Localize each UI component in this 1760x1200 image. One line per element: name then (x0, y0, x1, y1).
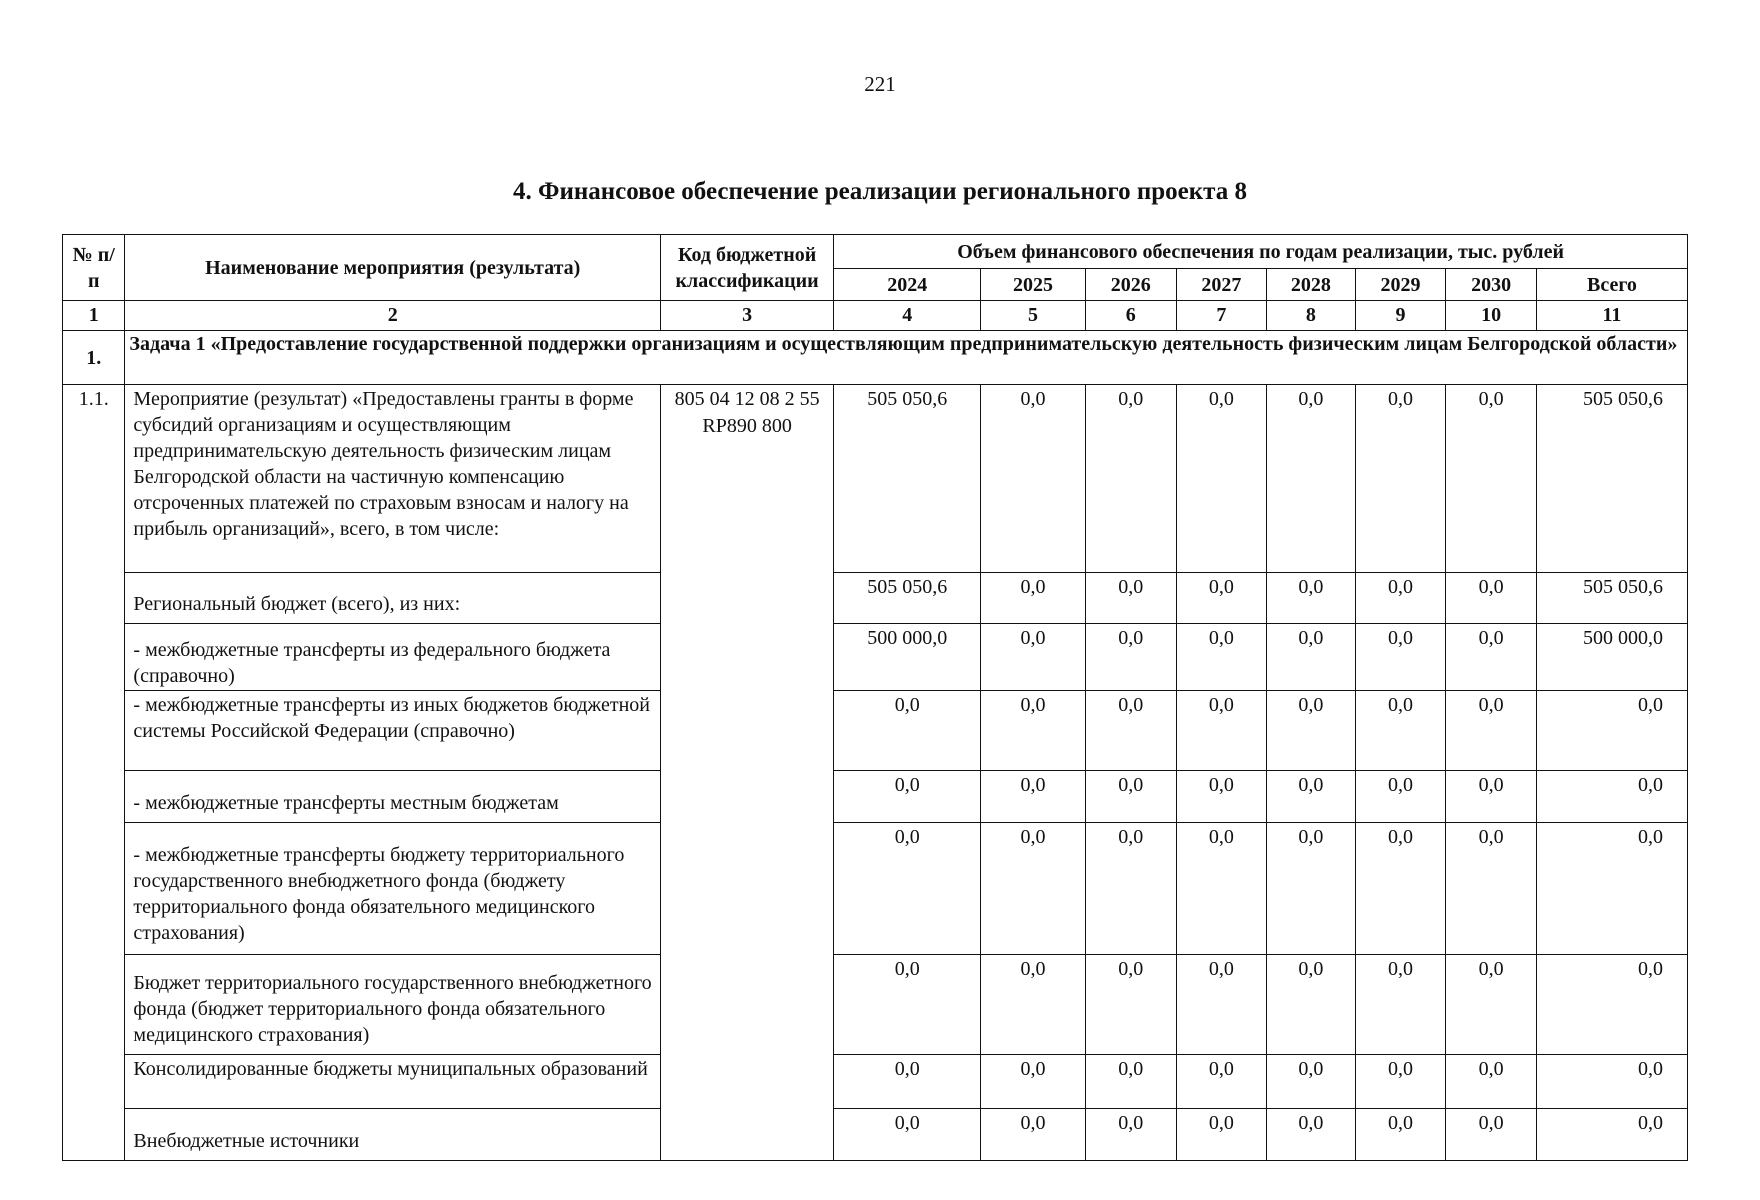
value-cell: 0,0 (1085, 1109, 1176, 1161)
header-year: 2024 (834, 269, 981, 301)
value-cell: 0,0 (834, 955, 981, 1055)
header-year: 2030 (1446, 269, 1537, 301)
task-number: 1. (63, 331, 125, 385)
row-name: - межбюджетные трансферты из федерального бюджета (справочно) (125, 624, 661, 691)
table-row (63, 1055, 1688, 1109)
task-row (63, 331, 1688, 385)
financing-table (62, 234, 1688, 1161)
value-cell: 0,0 (1176, 691, 1267, 771)
column-number: 4 (834, 301, 981, 331)
value-cell: 0,0 (981, 691, 1086, 771)
page-number: 221 (864, 72, 896, 96)
row-name: - межбюджетные трансферты местным бюджетам (125, 771, 661, 823)
table-row (63, 691, 1688, 771)
budget-code: 805 04 12 08 2 55 RP890 800 (661, 385, 834, 1161)
column-numbers-row (63, 301, 1688, 331)
value-cell: 0,0 (1085, 573, 1176, 624)
row-name: - межбюджетные трансферты из иных бюджетов бюджетной системы Российской Федерации (справочно) (125, 691, 661, 771)
table-row (63, 385, 1688, 573)
value-cell: 0,0 (1355, 1109, 1446, 1161)
value-cell: 0,0 (981, 1055, 1086, 1109)
value-cell: 0,0 (1446, 1109, 1537, 1161)
table-row (63, 955, 1688, 1055)
column-number: 3 (661, 301, 834, 331)
total-cell: 0,0 (1536, 823, 1687, 955)
value-cell: 0,0 (1267, 1109, 1356, 1161)
value-cell: 0,0 (1355, 624, 1446, 691)
value-cell: 0,0 (1176, 573, 1267, 624)
column-number: 1 (63, 301, 125, 331)
total-cell: 505 050,6 (1536, 385, 1687, 573)
value-cell: 0,0 (834, 823, 981, 955)
value-cell: 0,0 (1267, 624, 1356, 691)
value-cell: 0,0 (834, 1055, 981, 1109)
total-cell: 0,0 (1536, 771, 1687, 823)
header-year: 2028 (1267, 269, 1356, 301)
value-cell: 0,0 (834, 771, 981, 823)
value-cell: 0,0 (981, 771, 1086, 823)
header-code: Код бюджетной классификации (661, 235, 834, 301)
page-title: 4. Финансовое обеспечение реализации регионального проекта 8 (512, 178, 1248, 205)
value-cell: 0,0 (1267, 1055, 1356, 1109)
value-cell: 0,0 (1355, 573, 1446, 624)
value-cell: 0,0 (1446, 771, 1537, 823)
total-cell: 505 050,6 (1536, 573, 1687, 624)
value-cell: 0,0 (1085, 823, 1176, 955)
value-cell: 0,0 (1176, 1055, 1267, 1109)
value-cell: 0,0 (981, 573, 1086, 624)
column-number: 7 (1176, 301, 1267, 331)
value-cell: 0,0 (1446, 624, 1537, 691)
total-cell: 500 000,0 (1536, 624, 1687, 691)
value-cell: 0,0 (1355, 823, 1446, 955)
value-cell: 0,0 (1355, 955, 1446, 1055)
value-cell: 0,0 (1446, 955, 1537, 1055)
row-name: Региональный бюджет (всего), из них: (125, 573, 661, 624)
value-cell: 0,0 (1446, 823, 1537, 955)
value-cell: 0,0 (1176, 624, 1267, 691)
table-row (63, 823, 1688, 955)
value-cell: 0,0 (1267, 573, 1356, 624)
value-cell: 0,0 (1176, 1109, 1267, 1161)
measure-number: 1.1. (63, 385, 125, 1161)
value-cell: 0,0 (1355, 1055, 1446, 1109)
value-cell: 0,0 (1176, 771, 1267, 823)
row-name: - межбюджетные трансферты бюджету территориального государственного внебюджетного фонда (бюджету территориального фонда обязательного медицинского страхования) (125, 823, 661, 955)
header-year: 2027 (1176, 269, 1267, 301)
value-cell: 0,0 (1085, 1055, 1176, 1109)
value-cell: 0,0 (834, 691, 981, 771)
column-number: 11 (1536, 301, 1687, 331)
header-volume: Объем финансового обеспечения по годам реализации, тыс. рублей (834, 235, 1688, 269)
value-cell: 0,0 (981, 624, 1086, 691)
value-cell: 0,0 (834, 1109, 981, 1161)
column-number: 2 (125, 301, 661, 331)
value-cell: 0,0 (1176, 385, 1267, 573)
value-cell: 0,0 (1446, 573, 1537, 624)
header-total: Всего (1536, 269, 1687, 301)
header-name: Наименование мероприятия (результата) (125, 235, 661, 301)
value-cell: 0,0 (1176, 955, 1267, 1055)
table-row (63, 1109, 1688, 1161)
column-number: 8 (1267, 301, 1356, 331)
value-cell: 0,0 (1355, 691, 1446, 771)
value-cell: 505 050,6 (834, 573, 981, 624)
row-name: Мероприятие (результат) «Предоставлены гранты в форме субсидий организациям и осуществляющим предпринимательскую деятельность физическим лицам Белгородской области на частичную компенсацию отсроченных платежей по страховым взносам и налогу на прибыль организаций», всего, в том числе: (125, 385, 661, 573)
header-year: 2026 (1085, 269, 1176, 301)
table-row (63, 624, 1688, 691)
row-name: Бюджет территориального государственного внебюджетного фонда (бюджет территориального фонда обязательного медицинского страхования) (125, 955, 661, 1055)
value-cell: 0,0 (1446, 1055, 1537, 1109)
value-cell: 0,0 (1267, 823, 1356, 955)
column-number: 6 (1085, 301, 1176, 331)
task-name: Задача 1 «Предоставление государственной поддержки организациям и осуществляющим предпринимательскую деятельность физическим лицам Белгородской области» (125, 331, 1688, 385)
value-cell: 0,0 (1085, 955, 1176, 1055)
header-year: 2025 (981, 269, 1086, 301)
value-cell: 0,0 (1085, 624, 1176, 691)
column-number: 9 (1355, 301, 1446, 331)
value-cell: 0,0 (1446, 385, 1537, 573)
total-cell: 0,0 (1536, 691, 1687, 771)
value-cell: 0,0 (981, 1109, 1086, 1161)
column-number: 5 (981, 301, 1086, 331)
total-cell: 0,0 (1536, 1109, 1687, 1161)
value-cell: 0,0 (1085, 691, 1176, 771)
header-year: 2029 (1355, 269, 1446, 301)
total-cell: 0,0 (1536, 955, 1687, 1055)
value-cell: 0,0 (1267, 691, 1356, 771)
value-cell: 0,0 (1446, 691, 1537, 771)
value-cell: 500 000,0 (834, 624, 981, 691)
value-cell: 0,0 (1085, 385, 1176, 573)
row-name: Внебюджетные источники (125, 1109, 661, 1161)
value-cell: 0,0 (1085, 771, 1176, 823)
table-row (63, 573, 1688, 624)
value-cell: 0,0 (981, 823, 1086, 955)
value-cell: 0,0 (981, 955, 1086, 1055)
value-cell: 0,0 (1355, 771, 1446, 823)
table-row (63, 771, 1688, 823)
header-num: № п/п (63, 235, 125, 301)
value-cell: 0,0 (981, 385, 1086, 573)
value-cell: 0,0 (1355, 385, 1446, 573)
total-cell: 0,0 (1536, 1055, 1687, 1109)
value-cell: 0,0 (1267, 385, 1356, 573)
column-number: 10 (1446, 301, 1537, 331)
value-cell: 0,0 (1267, 955, 1356, 1055)
value-cell: 505 050,6 (834, 385, 981, 573)
value-cell: 0,0 (1176, 823, 1267, 955)
row-name: Консолидированные бюджеты муниципальных образований (125, 1055, 661, 1109)
value-cell: 0,0 (1267, 771, 1356, 823)
